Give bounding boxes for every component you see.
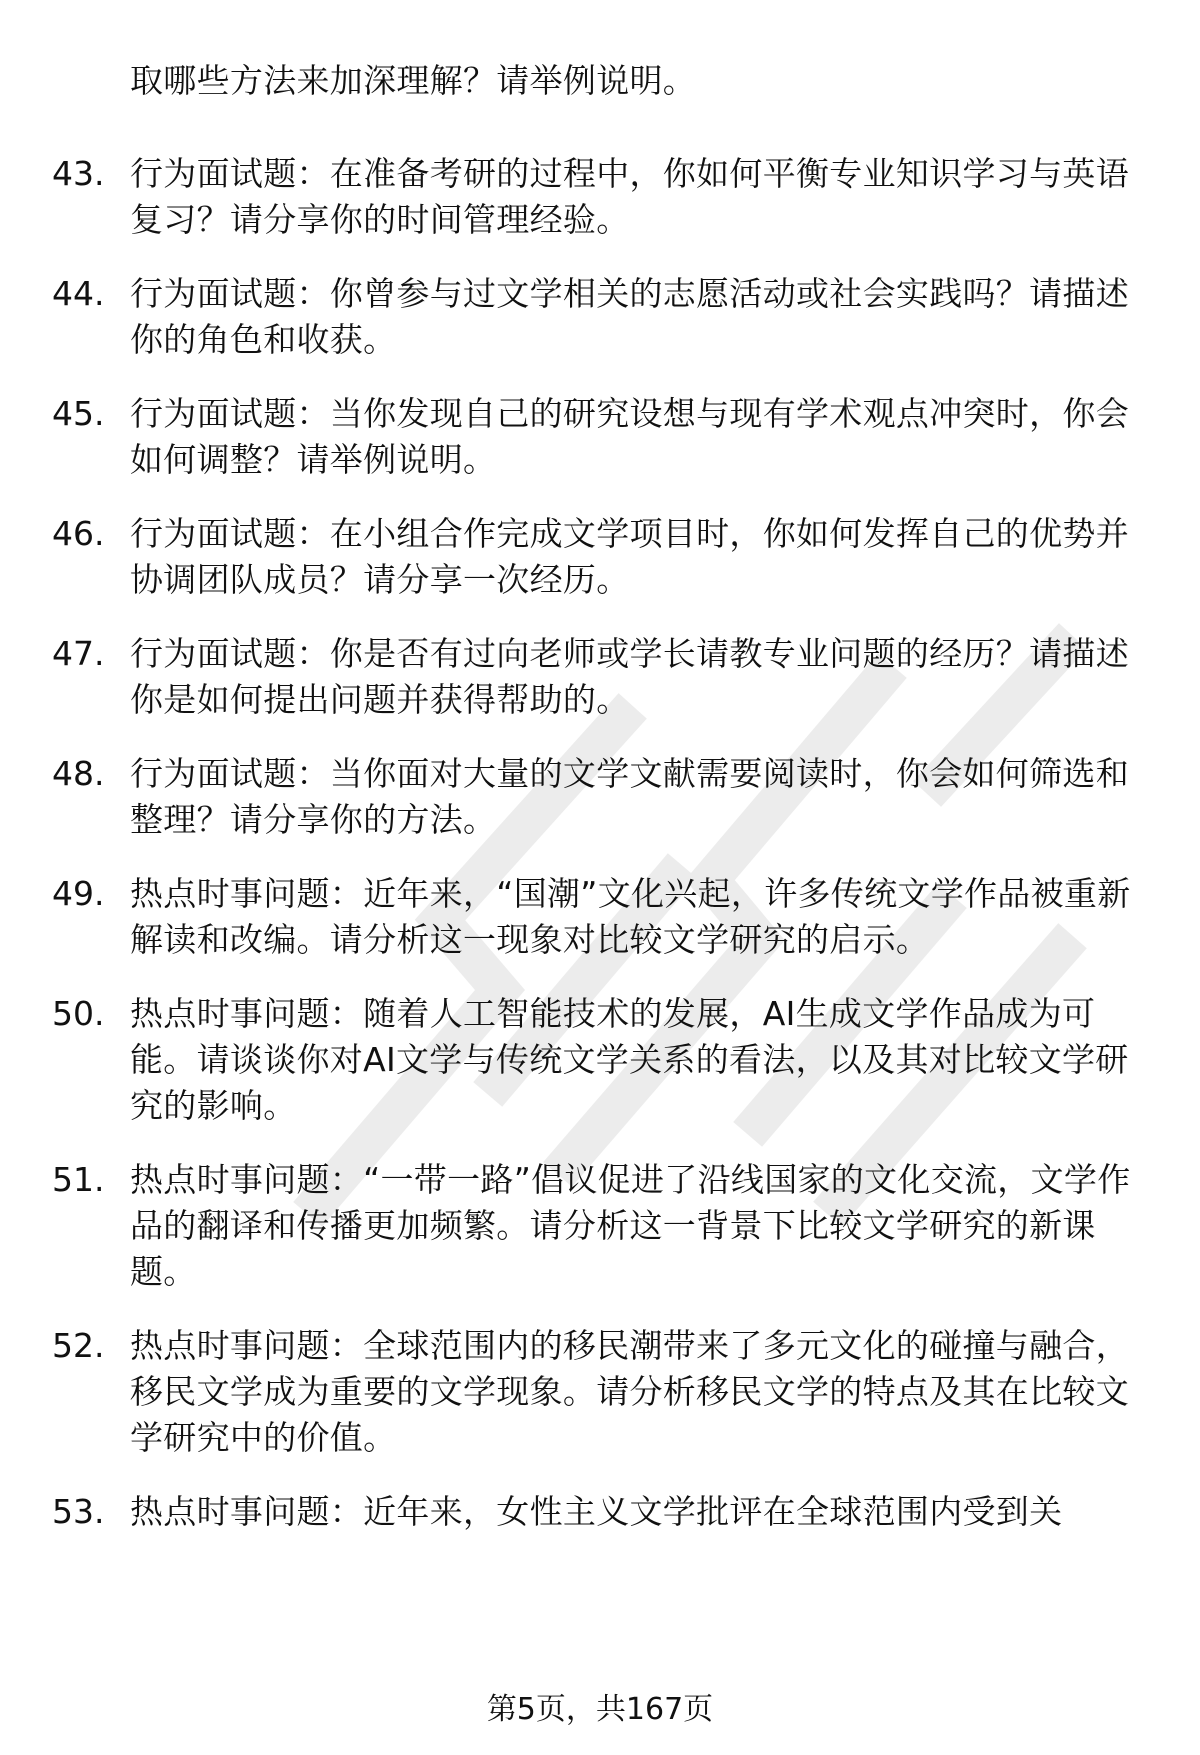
continued-question-text: 取哪些方法来加深理解？请举例说明。 [130,61,697,100]
question-number: 46. [52,514,105,553]
question-item [0,1489,1200,1535]
question-text: 行为面试题：当你面对大量的文学文献需要阅读时，你会如何筛选和整理？请分享你的方法。 [130,754,1129,839]
question-text: 行为面试题：在准备考研的过程中，你如何平衡专业知识学习与英语复习？请分享你的时间管理经验。 [130,154,1129,239]
question-text: 热点时事问题：近年来，女性主义文学批评在全球范围内受到关 [130,1492,1063,1531]
question-text: 行为面试题：你曾参与过文学相关的志愿活动或社会实践吗？请描述你的角色和收获。 [130,274,1129,359]
question-number: 49. [52,874,105,913]
question-item [0,991,1200,1129]
question-number: 50. [52,994,105,1033]
question-number: 48. [52,754,105,793]
question-number: 44. [52,274,105,313]
question-number: 52. [52,1326,105,1365]
question-item [0,271,1200,363]
question-text: 热点时事问题：全球范围内的移民潮带来了多元文化的碰撞与融合，移民文学成为重要的文学现象。请分析移民文学的特点及其在比较文学研究中的价值。 [130,1326,1129,1457]
question-item [0,511,1200,603]
question-number: 45. [52,394,105,433]
question-item [0,751,1200,843]
question-text: 热点时事问题：“一带一路”倡议促进了沿线国家的文化交流，文学作品的翻译和传播更加频繁。请分析这一背景下比较文学研究的新课题。 [130,1160,1131,1291]
question-item [0,871,1200,963]
question-item [0,1323,1200,1461]
question-item [0,1157,1200,1295]
question-text: 行为面试题：当你发现自己的研究设想与现有学术观点冲突时，你会如何调整？请举例说明。 [130,394,1129,479]
page-footer: 第5页，共167页 [486,1692,714,1727]
question-text: 热点时事问题：随着人工智能技术的发展，AI生成文学作品成为可能。请谈谈你对AI文学与传统文学关系的看法，以及其对比较文学研究的影响。 [130,994,1129,1125]
question-number: 47. [52,634,105,673]
question-item [0,631,1200,723]
question-item [0,151,1200,243]
question-text: 行为面试题：你是否有过向老师或学长请教专业问题的经历？请描述你是如何提出问题并获得帮助的。 [130,634,1129,719]
continued-question [0,58,1200,104]
question-number: 43. [52,154,105,193]
question-number: 53. [52,1492,105,1531]
question-item [0,391,1200,483]
question-text: 热点时事问题：近年来，“国潮”文化兴起，许多传统文学作品被重新解读和改编。请分析这一现象对比较文学研究的启示。 [130,874,1131,959]
question-number: 51. [52,1160,105,1199]
question-list [0,58,1200,1535]
question-text: 行为面试题：在小组合作完成文学项目时，你如何发挥自己的优势并协调团队成员？请分享一次经历。 [130,514,1129,599]
